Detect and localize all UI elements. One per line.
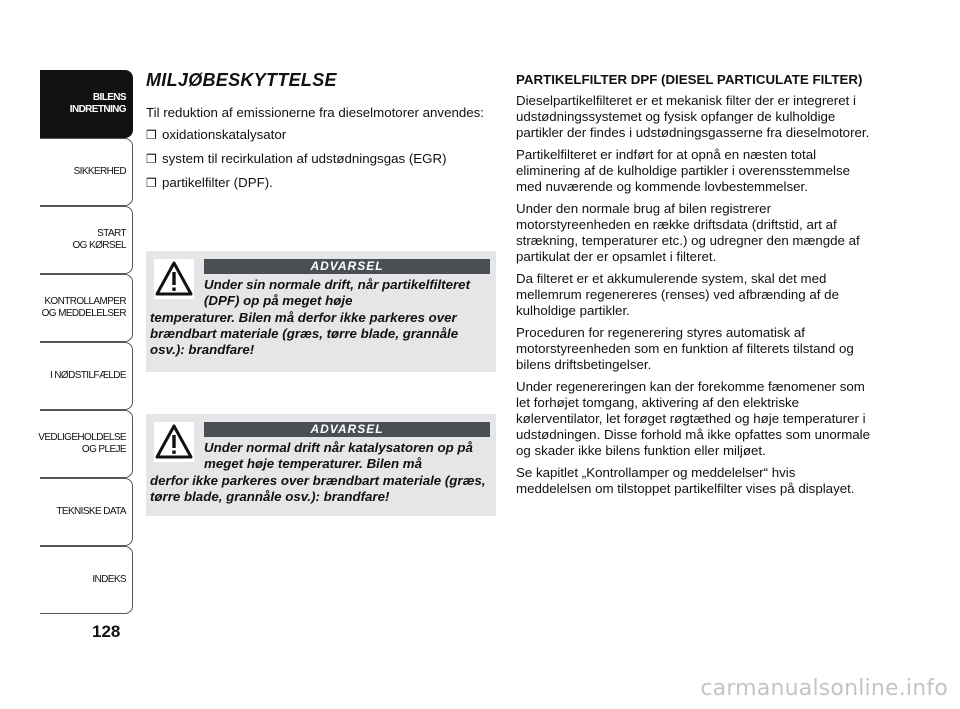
paragraph: Under den normale brug af bilen registrerer motorstyreenheden en række driftsdata (driftstid, art af strækning, temperaturer etc.) og udregner den mængde af partikulat der er opsamlet i filteret. bbox=[516, 201, 860, 264]
list-item-text: system til recirkulation af udstødningsgas (EGR) bbox=[162, 151, 447, 166]
watermark: carmanualsonline.info bbox=[700, 676, 948, 701]
paragraph: Da filteret er et akkumulerende system, skal det med mellemrum regenereres (renses) ved afbrænding af de kulholdige partikler. bbox=[516, 271, 839, 318]
tab-sikkerhed[interactable] bbox=[40, 138, 133, 206]
paragraph: Under regenereringen kan der forekomme fænomener som let forhøjet tomgang, aktivering af den elektriske kølerventilator, let forøget røgtæthed og høje temperaturer i udstødningen. Disse forhold må ikke opfattes som unormale og skader ikke bilens funktion eller miljøet. bbox=[516, 379, 871, 458]
warning-label: ADVARSEL bbox=[204, 259, 490, 274]
section-subheading: PARTIKELFILTER DPF (DIESEL PARTICULATE FILTER) bbox=[516, 72, 863, 87]
section-heading: MILJØBESKYTTELSE bbox=[146, 70, 337, 90]
warning-text-rest: derfor ikke parkeres over brændbart materiale (græs, tørre blade, grannåle osv.): brandfare! bbox=[150, 473, 486, 504]
paragraph: Dieselpartikelfilteret er et mekanisk filter der er integreret i udstødningssystemet og fysisk opfanger de kulholdige partikler der findes i udstødningsgasserne fra dieselmotorer. bbox=[516, 93, 870, 140]
tab-label: BILENS INDRETNING bbox=[69, 92, 126, 115]
tab-label: SIKKERHED bbox=[73, 166, 126, 177]
warning-box bbox=[146, 251, 496, 372]
warning-text-first: Under sin normale drift, når partikelfilteret (DPF) op på meget høje bbox=[204, 277, 470, 308]
tab-bilens-indretning[interactable] bbox=[40, 70, 133, 138]
tab-label: I NØDSTILFÆLDE bbox=[49, 370, 126, 381]
tab-tekniske-data[interactable] bbox=[40, 478, 133, 546]
list-item-text: partikelfilter (DPF). bbox=[162, 175, 273, 190]
tab-vedligeholdelse[interactable] bbox=[40, 410, 133, 478]
list-item bbox=[146, 175, 496, 191]
paragraph: Proceduren for regenerering styres automatisk af motorstyreenheden som en funktion af filterets tilstand og bilens driftsbetingelser. bbox=[516, 325, 854, 372]
tab-start-og-korsel[interactable] bbox=[40, 206, 133, 274]
tab-i-nodstilfaelde[interactable] bbox=[40, 342, 133, 410]
tab-label: START OG KØRSEL bbox=[72, 228, 126, 251]
warning-triangle-icon bbox=[154, 422, 194, 462]
list-item bbox=[146, 127, 496, 143]
tab-label: KONTROLLAMPER OG MEDDELELSER bbox=[41, 296, 126, 319]
tab-label: VEDLIGEHOLDELSE OG PLEJE bbox=[38, 432, 126, 455]
intro-text: Til reduktion af emissionerne fra dieselmotorer anvendes: bbox=[146, 105, 485, 120]
tab-indeks[interactable] bbox=[40, 546, 133, 614]
warning-label: ADVARSEL bbox=[204, 422, 490, 437]
tab-label: INDEKS bbox=[92, 574, 126, 585]
list-item-text: oxidationskatalysator bbox=[162, 127, 287, 142]
bullet-list bbox=[146, 127, 496, 191]
right-column bbox=[516, 72, 871, 503]
tab-label: TEKNISKE DATA bbox=[56, 506, 126, 517]
warning-box bbox=[146, 414, 496, 516]
checkbox-bullet-icon: ❒ bbox=[146, 176, 157, 190]
page-number: 128 bbox=[92, 622, 121, 641]
paragraph: Se kapitlet „Kontrollamper og meddelelser“ hvis meddelelsen om tilstoppet partikelfilter vises på displayet. bbox=[516, 465, 855, 496]
left-column bbox=[146, 70, 496, 199]
warning-text-rest: temperaturer. Bilen må derfor ikke parkeres over brændbart materiale (græs, tørre blade, grannåle osv.): brandfare! bbox=[150, 310, 459, 357]
checkbox-bullet-icon: ❒ bbox=[146, 152, 157, 166]
warning-triangle-icon bbox=[154, 259, 194, 299]
paragraph: Partikelfilteret er indført for at opnå en næsten total eliminering af de kulholdige partikler i overensstemmelse med nuværende og kommende lovbestemmelser. bbox=[516, 147, 851, 194]
checkbox-bullet-icon: ❒ bbox=[146, 128, 157, 142]
list-item bbox=[146, 151, 496, 167]
warning-text-first: Under normal drift når katalysatoren op på meget høje temperaturer. Bilen må bbox=[204, 440, 473, 471]
tab-kontrollamper[interactable] bbox=[40, 274, 133, 342]
